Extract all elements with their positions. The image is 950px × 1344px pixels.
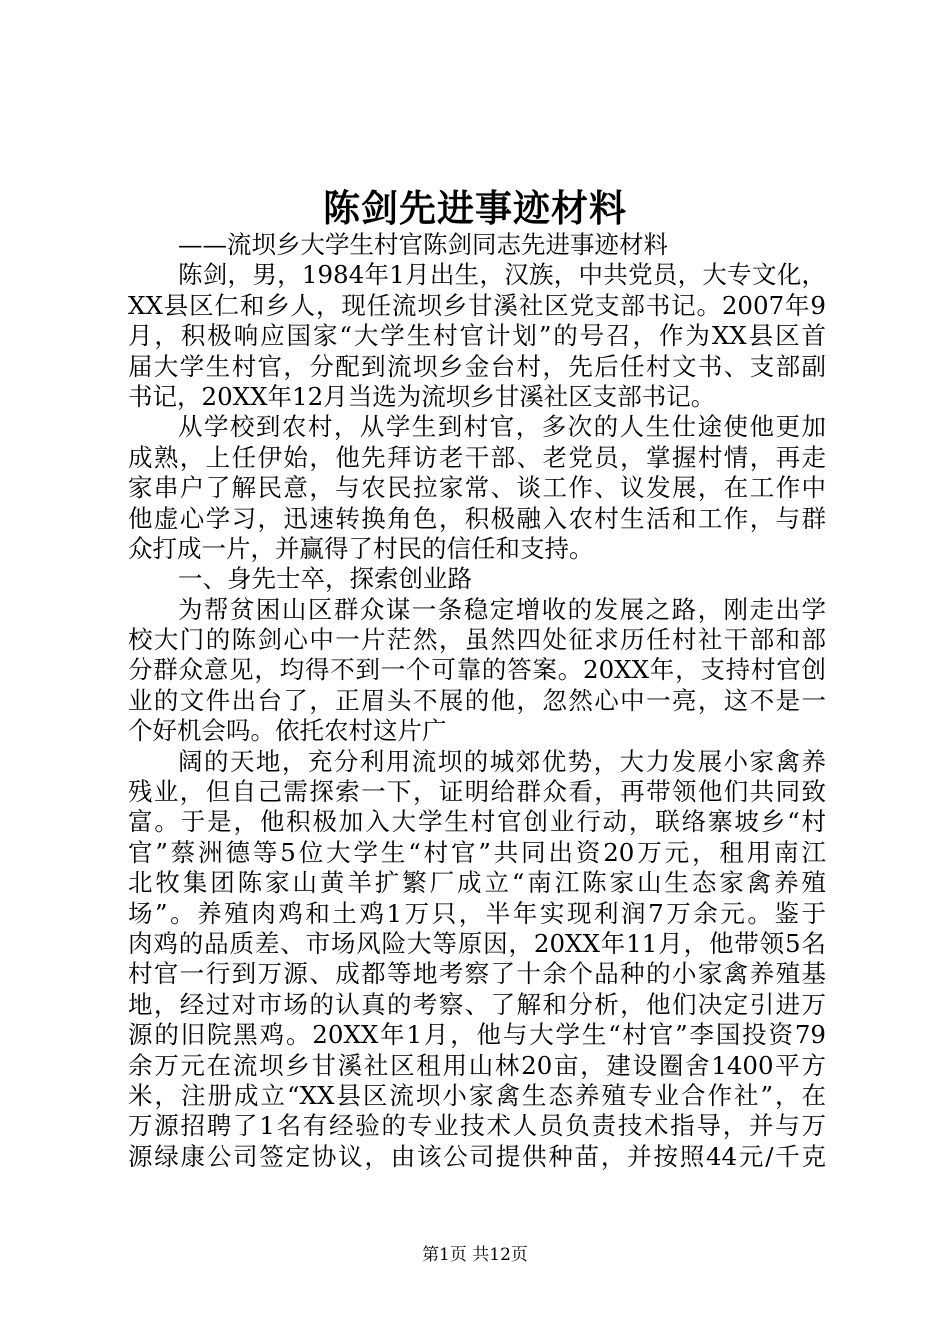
text-line: XX县区仁和乡人，现任流坝乡甘溪社区党支部书记。2007年9 [128, 290, 826, 320]
text-line: 业的文件出台了，正眉头不展的他，忽然心中一亮，这不是一 [128, 685, 826, 715]
page-footer: 第1页 共12页 [422, 1245, 528, 1265]
text-line: 校大门的陈剑心中一片茫然，虽然四处征求历任村社干部和部 [128, 625, 826, 655]
text-line: 官”蔡洲德等5位大学生“村官”共同出资20万元，租用南江 [128, 837, 826, 867]
text-line: 为帮贫困山区群众谋一条稳定增收的发展之路，刚走出学 [178, 594, 826, 624]
text-line: 万源招聘了1名有经验的专业技术人员负责技术指导，并与万 [128, 1111, 826, 1141]
text-line: 残业，但自己需探索一下，证明给群众看，再带领他们共同致 [128, 777, 826, 807]
text-line: 众打成一片，并赢得了村民的信任和支持。 [128, 533, 594, 563]
text-line: 从学校到农村，从学生到村官，多次的人生仕途使他更加 [178, 412, 826, 442]
text-line: 届大学生村官，分配到流坝乡金台村，先后任村文书、支部副 [128, 351, 826, 381]
text-line: 源绿康公司签定协议，由该公司提供种苗，并按照44元/千克 [128, 1141, 826, 1171]
text-line: 肉鸡的品质差、市场风险大等原因，20XX年11月，他带领5名 [128, 928, 826, 958]
document-subtitle: ——流坝乡大学生村官陈剑同志先进事迹材料 [178, 230, 668, 259]
text-line: 余万元在流坝乡甘溪社区租用山林20亩，建设圈舍1400平方 [128, 1050, 826, 1080]
text-line: 富。于是，他积极加入大学生村官创业行动，联络寨坡乡“村 [128, 807, 826, 837]
text-line: 家串户了解民意，与农民拉家常、谈工作、议发展，在工作中 [128, 473, 826, 503]
text-line: 陈剑，男，1984年1月出生，汉族，中共党员，大专文化， [178, 260, 826, 290]
section-heading: 一、身先士卒，探索创业路 [178, 564, 472, 594]
text-line: 场”。养殖肉鸡和土鸡1万只，半年实现利润7万余元。鉴于 [128, 898, 826, 928]
text-line: 他虚心学习，迅速转换角色，积极融入农村生活和工作，与群 [128, 503, 826, 533]
text-line: 地，经过对市场的认真的考察、了解和分析，他们决定引进万 [128, 989, 826, 1019]
text-line: 北牧集团陈家山黄羊扩繁厂成立“南江陈家山生态家禽养殖 [128, 868, 826, 898]
text-line: 米，注册成立“XX县区流坝小家禽生态养殖专业合作社”，在 [128, 1080, 826, 1110]
text-line: 书记，20XX年12月当选为流坝乡甘溪社区支部书记。 [128, 381, 716, 411]
text-line: 村官一行到万源、成都等地考察了十余个品种的小家禽养殖基 [128, 959, 826, 989]
text-line: 分群众意见，均得不到一个可靠的答案。20XX年，支持村官创 [128, 655, 826, 685]
text-line: 个好机会吗。依托农村这片广 [128, 716, 447, 746]
text-line: 月，积极响应国家“大学生村官计划”的号召，作为XX县区首 [128, 321, 826, 351]
document-body [128, 230, 826, 1172]
document-title: 陈剑先进事迹材料 [323, 186, 627, 230]
text-line: 成熟，上任伊始，他先拜访老干部、老党员，掌握村情，再走 [128, 442, 826, 472]
text-line: 阔的天地，充分利用流坝的城郊优势，大力发展小家禽养 [178, 746, 826, 776]
text-line: 源的旧院黑鸡。20XX年1月，他与大学生“村官”李国投资79 [128, 1020, 826, 1050]
